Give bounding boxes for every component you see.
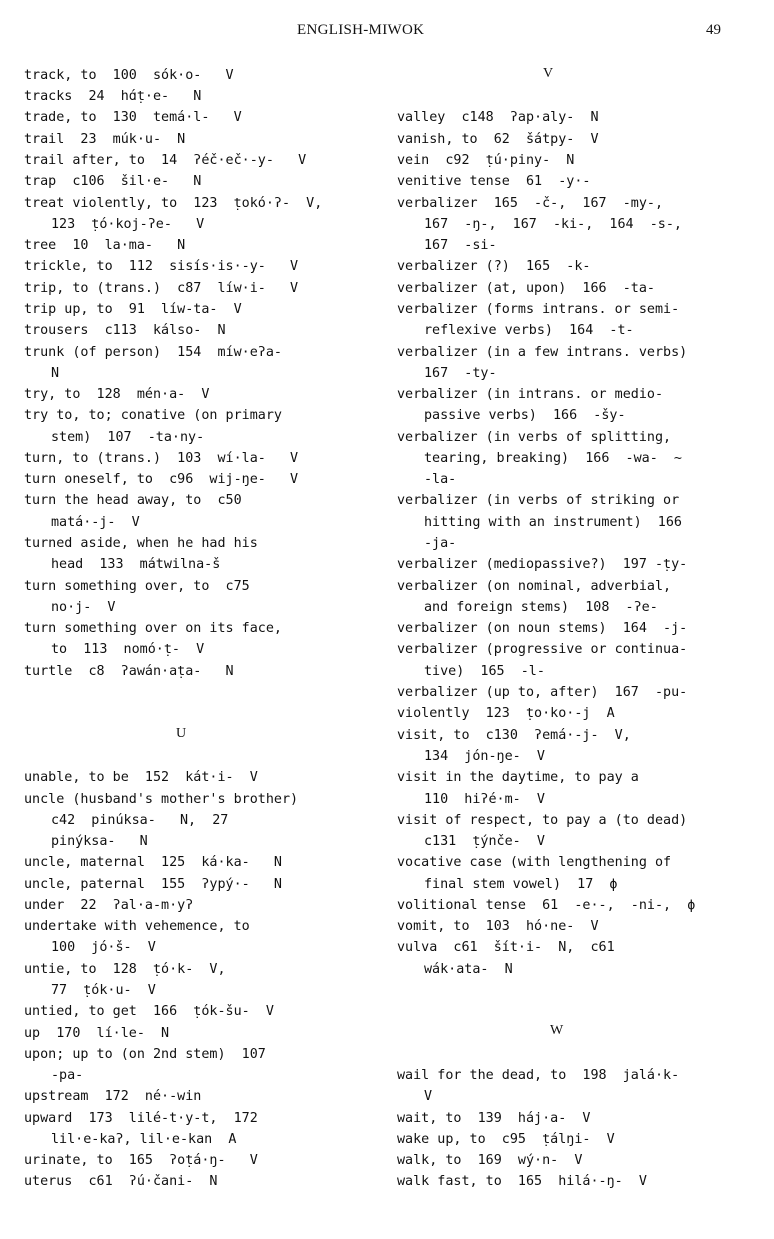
entry-continuation: head 133 mátwilna-š xyxy=(51,557,221,572)
entry: trade, to 130 temá·l- V xyxy=(24,110,242,125)
entry-continuation: 134 jón-ŋe- V xyxy=(424,749,545,764)
entry-continuation: stem) 107 -ta·ny- xyxy=(51,430,205,445)
entry: uterus c61 ʔú·čani- N xyxy=(24,1174,218,1189)
entry: verbalizer (in intrans. or medio- xyxy=(397,387,664,402)
entry: vulva c61 šít·i- N, c61 xyxy=(397,940,615,955)
entry-continuation: tearing, breaking) 166 -wa- ~ xyxy=(424,451,682,466)
entry: valley c148 ʔap·aly- N xyxy=(397,110,599,125)
entry: undertake with vehemence, to xyxy=(24,919,250,934)
entry-continuation: 167 -ty- xyxy=(424,366,497,381)
entry: verbalizer (forms intrans. or semi- xyxy=(397,302,680,317)
entry: tree 10 la·ma- N xyxy=(24,238,186,253)
entry: verbalizer (in verbs of striking or xyxy=(397,493,680,508)
entry: turn oneself, to c96 wij-ŋe- V xyxy=(24,472,299,487)
entry-continuation: no·j- V xyxy=(51,600,116,615)
entry: untied, to get 166 ṭók-šu- V xyxy=(24,1004,274,1019)
entry: upon; up to (on 2nd stem) 107 xyxy=(24,1047,266,1062)
entry: vomit, to 103 hó·ne- V xyxy=(397,919,599,934)
entry-continuation: wák·ata- N xyxy=(424,962,513,977)
entry: verbalizer (in a few intrans. verbs) xyxy=(397,345,688,360)
entry: visit of respect, to pay a (to dead) xyxy=(397,813,688,828)
entry: trunk (of person) 154 míw·eʔa- xyxy=(24,345,282,360)
entry: walk, to 169 wý·n- V xyxy=(397,1153,583,1168)
entry-continuation: final stem vowel) 17 ϕ xyxy=(424,877,618,892)
entry: vocative case (with lengthening of xyxy=(397,855,672,870)
entry: venitive tense 61 -y·- xyxy=(397,174,591,189)
entry: treat violently, to 123 ṭokó·ʔ- V, xyxy=(24,196,323,211)
entry-continuation: 110 hiʔé·m- V xyxy=(424,792,545,807)
entry-continuation: 167 -ŋ-, 167 -ki-, 164 -s-, xyxy=(424,217,682,232)
entry: urinate, to 165 ʔoṭá·ŋ- V xyxy=(24,1153,258,1168)
entry: trap c106 šil·e- N xyxy=(24,174,202,189)
entry-continuation: 100 jó·š- V xyxy=(51,940,156,955)
entry: turn something over on its face, xyxy=(24,621,282,636)
entry-continuation: tive) 165 -l- xyxy=(424,664,545,679)
entry: verbalizer (?) 165 -k- xyxy=(397,259,591,274)
entry: walk fast, to 165 hilá·-ŋ- V xyxy=(397,1174,647,1189)
entry: verbalizer (mediopassive?) 197 -ṭy- xyxy=(397,557,688,572)
entry-continuation: V xyxy=(424,1089,433,1104)
section-heading-v: V xyxy=(543,66,554,81)
entry: turned aside, when he had his xyxy=(24,536,258,551)
entry: tracks 24 hɑ́ṭ·e- N xyxy=(24,89,202,104)
entry: vanish, to 62 šátpy- V xyxy=(397,132,599,147)
entry: verbalizer (on nominal, adverbial, xyxy=(397,579,672,594)
entry-continuation: N xyxy=(51,366,60,381)
entry: turn the head away, to c50 xyxy=(24,493,242,508)
entry-continuation: 77 ṭók·u- V xyxy=(51,983,156,998)
entry: wait, to 139 háj·a- V xyxy=(397,1111,591,1126)
entry: visit, to c130 ʔemá·-j- V, xyxy=(397,728,631,743)
entry: wail for the dead, to 198 jalá·k- xyxy=(397,1068,680,1083)
entry-continuation: -ja- xyxy=(424,536,457,551)
entry-continuation: lil·e-kaʔ, lil·e-kan A xyxy=(51,1132,237,1147)
entry: violently 123 ṭo·ko·-j A xyxy=(397,706,615,721)
entry: uncle (husband's mother's brother) xyxy=(24,792,299,807)
entry-continuation: c42 pinúksa- N, 27 xyxy=(51,813,229,828)
entry: uncle, maternal 125 ká·ka- N xyxy=(24,855,282,870)
entry-continuation: -pa- xyxy=(51,1068,84,1083)
entry-continuation: and foreign stems) 108 -ʔe- xyxy=(424,600,658,615)
entry-continuation: 123 ṭó·koj-ʔe- V xyxy=(51,217,205,232)
entry: try, to 128 mén·a- V xyxy=(24,387,210,402)
entry: volitional tense 61 -e·-, -ni-, ϕ xyxy=(397,898,696,913)
entry: untie, to 128 ṭó·k- V, xyxy=(24,962,226,977)
entry: trip up, to 91 líw-ta- V xyxy=(24,302,242,317)
entry: visit in the daytime, to pay a xyxy=(397,770,639,785)
entry: wake up, to c95 ṭálŋi- V xyxy=(397,1132,615,1147)
entry: verbalizer (progressive or continua- xyxy=(397,642,688,657)
entry: verbalizer (on noun stems) 164 -j- xyxy=(397,621,688,636)
entry: track, to 100 sók·o- V xyxy=(24,68,234,83)
entry: trousers c113 kálso- N xyxy=(24,323,226,338)
entry-continuation: matá·-j- V xyxy=(51,515,140,530)
entry: upstream 172 né·-win xyxy=(24,1089,202,1104)
page-header xyxy=(0,22,774,44)
entry: unable, to be 152 kát·i- V xyxy=(24,770,258,785)
entry-continuation: to 113 nomó·ṭ- V xyxy=(51,642,205,657)
entry: under 22 ʔal·a-m·yʔ xyxy=(24,898,194,913)
entry-continuation: reflexive verbs) 164 -t- xyxy=(424,323,634,338)
entry: uncle, paternal 155 ʔypý·- N xyxy=(24,877,282,892)
entry-continuation: 167 -si- xyxy=(424,238,497,253)
entry: verbalizer (up to, after) 167 -pu- xyxy=(397,685,688,700)
entry: upward 173 lilé-t·y-t, 172 xyxy=(24,1111,258,1126)
entry: verbalizer (at, upon) 166 -ta- xyxy=(397,281,655,296)
entry: trail 23 múk·u- N xyxy=(24,132,186,147)
entry: vein c92 ṭú·piny- N xyxy=(397,153,575,168)
entry: turn something over, to c75 xyxy=(24,579,250,594)
entry-continuation: pinýksa- N xyxy=(51,834,148,849)
entry: try to, to; conative (on primary xyxy=(24,408,282,423)
section-heading-w: W xyxy=(550,1023,564,1038)
entry: verbalizer (in verbs of splitting, xyxy=(397,430,672,445)
entry-continuation: c131 ṭýnče- V xyxy=(424,834,545,849)
entry: verbalizer 165 -č-, 167 -my-, xyxy=(397,196,664,211)
entry: trail after, to 14 ʔéč·eč·-y- V xyxy=(24,153,307,168)
entry: up 170 lí·le- N xyxy=(24,1026,170,1041)
running-title: ENGLISH-MIWOK xyxy=(297,22,425,38)
entry: trickle, to 112 sisís·is·-y- V xyxy=(24,259,299,274)
entry: turn, to (trans.) 103 wí·la- V xyxy=(24,451,299,466)
entry-continuation: passive verbs) 166 -šy- xyxy=(424,408,626,423)
entry: turtle c8 ʔawán·aṭa- N xyxy=(24,664,234,679)
entry: trip, to (trans.) c87 líw·i- V xyxy=(24,281,299,296)
entry-continuation: hitting with an instrument) 166 xyxy=(424,515,682,530)
page-number: 49 xyxy=(706,22,721,38)
entry-continuation: -la- xyxy=(424,472,457,487)
section-heading-u: U xyxy=(176,726,187,741)
